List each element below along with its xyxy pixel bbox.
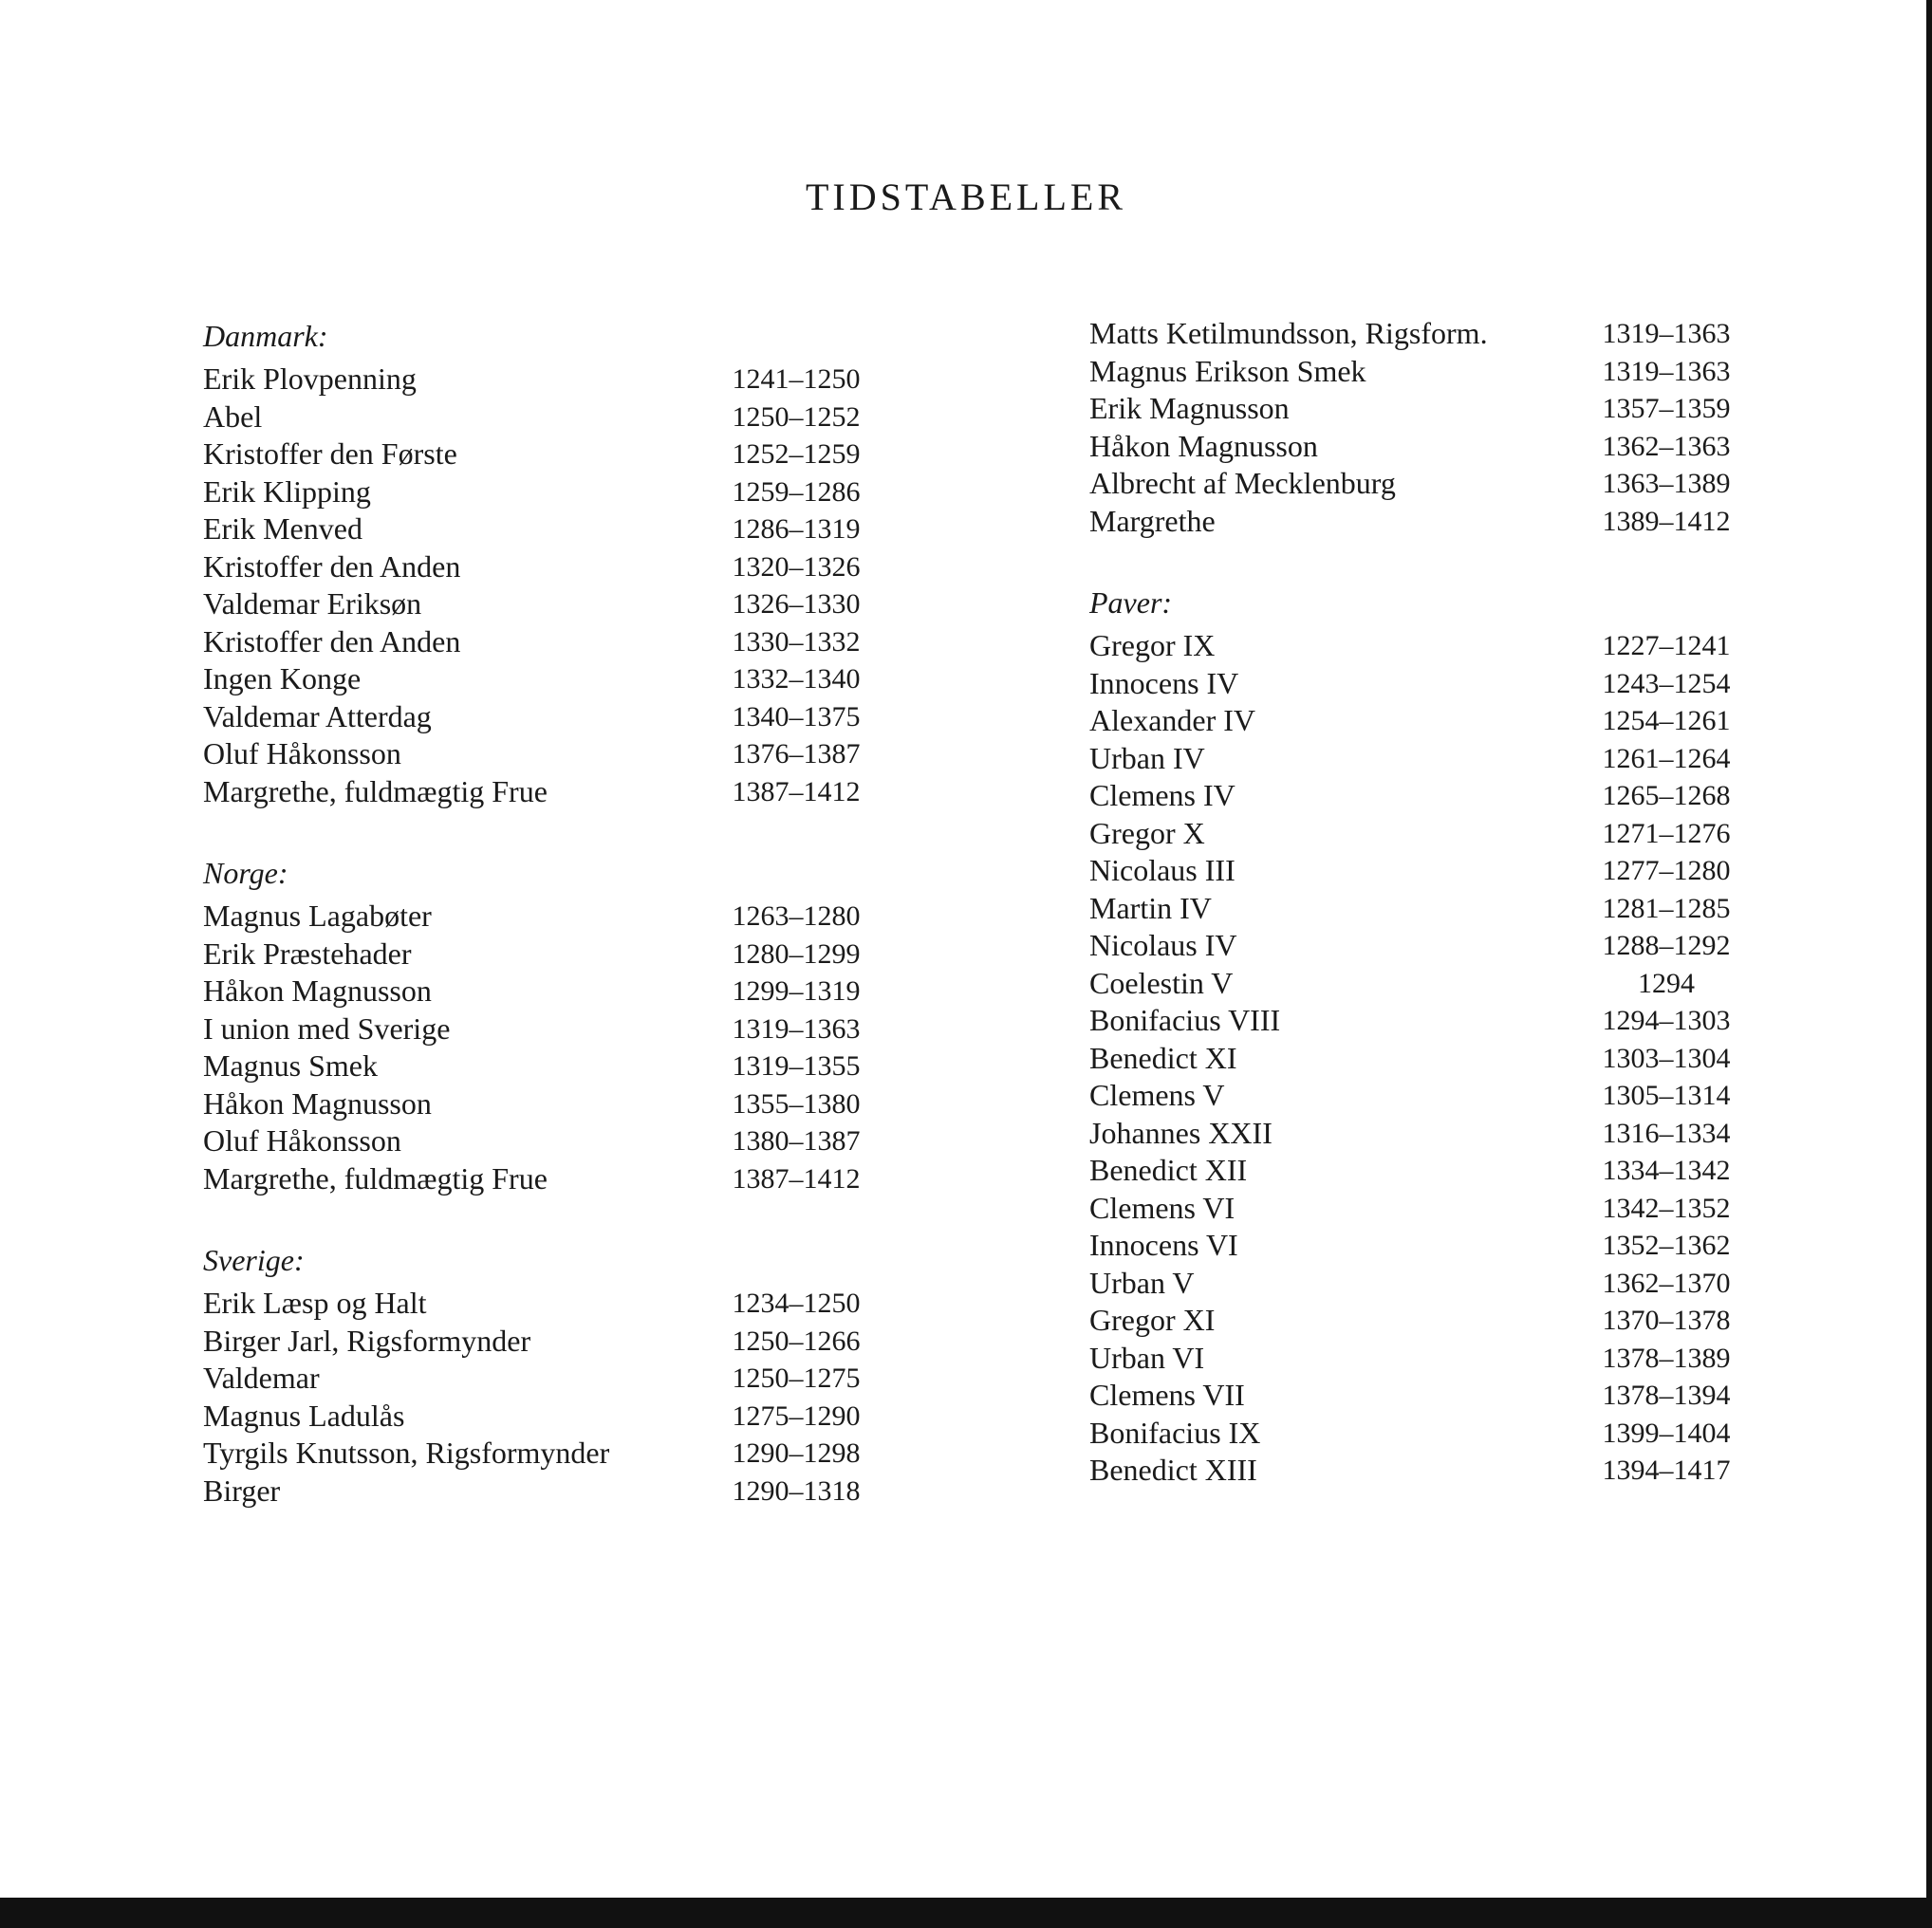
table-row — [1089, 428, 1754, 466]
ruler-name: Johannes XXII — [1089, 1115, 1273, 1150]
reign-years: 1378–1394 — [1602, 1380, 1731, 1411]
reign-years: 1294–1303 — [1602, 1005, 1731, 1036]
table-row — [1089, 315, 1754, 353]
table-row — [203, 1122, 886, 1160]
section-paver — [1089, 582, 1754, 1490]
page-edge-bottom — [0, 1898, 1932, 1928]
ruler-name: Gregor X — [1089, 815, 1205, 850]
reign-years: 1263–1280 — [732, 900, 861, 932]
ruler-name: Bonifacius VIII — [1089, 1003, 1281, 1037]
ruler-name: Clemens V — [1089, 1078, 1225, 1112]
ruler-name: Håkon Magnusson — [203, 973, 432, 1008]
table-row — [1089, 1152, 1754, 1190]
reign-years: 1378–1389 — [1602, 1342, 1731, 1374]
ruler-name: Håkon Magnusson — [203, 1085, 432, 1121]
table-row — [203, 1398, 886, 1436]
reign-years: 1286–1319 — [732, 513, 861, 545]
reign-years: 1357–1359 — [1602, 393, 1731, 424]
table-row — [1089, 777, 1754, 815]
reign-years: 1265–1268 — [1602, 780, 1731, 811]
ruler-name: Oluf Håkonsson — [203, 736, 401, 770]
table-row — [203, 510, 886, 548]
reign-years: 1250–1275 — [732, 1363, 861, 1394]
reign-years: 1271–1276 — [1602, 817, 1731, 849]
table-row — [1089, 1452, 1754, 1490]
ruler-name: Ingen Konge — [203, 661, 362, 695]
ruler-name: Gregor IX — [1089, 628, 1216, 662]
reign-years: 1275–1290 — [732, 1400, 861, 1432]
ruler-name: Urban VI — [1089, 1340, 1205, 1375]
ruler-name: Albrecht af Mecklenburg — [1089, 466, 1396, 500]
table-row — [1089, 1040, 1754, 1078]
page-edge-right — [1926, 0, 1932, 1898]
table-row — [203, 623, 886, 661]
ruler-name: Innocens IV — [1089, 665, 1239, 700]
table-row — [1089, 1077, 1754, 1115]
table-row — [203, 1285, 886, 1323]
reign-years: 1332–1340 — [732, 663, 861, 695]
ruler-name: Håkon Magnusson — [1089, 428, 1318, 463]
table-row — [1089, 1002, 1754, 1040]
table-row — [203, 660, 886, 698]
reign-years: 1288–1292 — [1602, 930, 1731, 961]
ruler-name: Margrethe, fuldmægtig Frue — [203, 1160, 548, 1196]
table-row — [203, 1047, 886, 1085]
reign-years: 1387–1412 — [732, 1162, 861, 1195]
section-heading: Paver: — [1089, 585, 1173, 620]
table-row — [203, 1435, 886, 1473]
reign-years: 1305–1314 — [1602, 1080, 1731, 1111]
ruler-name: Clemens VII — [1089, 1378, 1245, 1412]
reign-years: 1387–1412 — [732, 775, 861, 807]
table-row — [1089, 927, 1754, 965]
ruler-name: Clemens VI — [1089, 1190, 1235, 1225]
section-continued — [1089, 315, 1754, 540]
table-row — [203, 973, 886, 1010]
ruler-name: Tyrgils Knutsson, Rigsformynder — [203, 1436, 610, 1470]
section-norge — [203, 852, 886, 1197]
table-row — [203, 698, 886, 736]
reign-years: 1394–1417 — [1602, 1455, 1731, 1486]
table-row — [203, 473, 886, 511]
reign-years: 1290–1298 — [732, 1437, 861, 1469]
ruler-name: Erik Klipping — [203, 473, 371, 509]
ruler-name: Matts Ketilmundsson, Rigsform. — [1089, 316, 1488, 350]
reign-years: 1241–1250 — [732, 363, 861, 395]
ruler-name: Erik Magnusson — [1089, 391, 1290, 425]
table-row — [203, 1473, 886, 1511]
reign-years: 1389–1412 — [1602, 505, 1731, 537]
reign-years: 1376–1387 — [732, 738, 861, 769]
reign-years: 1250–1266 — [732, 1325, 861, 1357]
reign-years: 1362–1370 — [1602, 1267, 1731, 1299]
reign-years: 1319–1363 — [732, 1012, 861, 1045]
ruler-name: I union med Sverige — [203, 1010, 451, 1046]
reign-years: 1303–1304 — [1602, 1042, 1731, 1074]
reign-years: 1227–1241 — [1602, 630, 1731, 661]
ruler-name: Urban V — [1089, 1265, 1195, 1300]
reign-years: 1362–1363 — [1602, 430, 1731, 462]
ruler-name: Erik Præstehader — [203, 936, 412, 971]
table-row — [203, 898, 886, 936]
table-row — [1089, 702, 1754, 740]
ruler-name: Nicolaus IV — [1089, 928, 1237, 962]
reign-years: 1259–1286 — [732, 475, 861, 508]
reign-years: 1334–1342 — [1602, 1155, 1731, 1186]
ruler-name: Margrethe — [1089, 503, 1216, 538]
reign-years: 1316–1334 — [1602, 1117, 1731, 1149]
table-row — [1089, 503, 1754, 541]
ruler-name: Bonifacius IX — [1089, 1415, 1261, 1450]
table-row — [1089, 965, 1754, 1003]
left-column — [203, 315, 886, 1510]
reign-years: 1254–1261 — [1602, 705, 1731, 736]
reign-years: 1261–1264 — [1602, 742, 1731, 774]
table-row — [203, 1085, 886, 1123]
ruler-name: Kristoffer den Anden — [203, 548, 461, 584]
section-heading: Danmark: — [203, 319, 328, 353]
table-row — [203, 1010, 886, 1048]
reign-years: 1234–1250 — [732, 1288, 861, 1319]
table-row — [203, 548, 886, 586]
ruler-name: Gregor XI — [1089, 1303, 1216, 1337]
reign-years: 1326–1330 — [732, 588, 861, 620]
ruler-name: Abel — [203, 399, 263, 434]
table-row — [1089, 665, 1754, 703]
ruler-name: Kristoffer den Første — [203, 436, 457, 471]
table-row — [1089, 390, 1754, 428]
ruler-name: Birger Jarl, Rigsformynder — [203, 1323, 531, 1358]
ruler-name: Erik Læsp og Halt — [203, 1286, 427, 1320]
ruler-name: Coelestin V — [1089, 965, 1234, 1000]
reign-years: 1355–1380 — [732, 1087, 861, 1120]
ruler-name: Valdemar Eriksøn — [203, 586, 422, 621]
reign-years: 1370–1378 — [1602, 1305, 1731, 1336]
reign-years: 1319–1363 — [1602, 318, 1731, 349]
table-row — [203, 773, 886, 811]
ruler-name: Clemens IV — [1089, 778, 1235, 812]
ruler-name: Oluf Håkonsson — [203, 1123, 401, 1158]
ruler-name: Benedict XI — [1089, 1040, 1237, 1075]
table-row — [203, 1360, 886, 1398]
table-row — [1089, 815, 1754, 853]
table-row — [203, 1323, 886, 1361]
reign-years: 1319–1363 — [1602, 355, 1731, 387]
ruler-name: Magnus Ladulås — [203, 1398, 405, 1433]
table-row — [1089, 1377, 1754, 1415]
section-danmark — [203, 315, 886, 810]
ruler-name: Martin IV — [1089, 890, 1212, 925]
reign-years: 1363–1389 — [1602, 468, 1731, 499]
reign-years: 1280–1299 — [732, 937, 861, 970]
ruler-name: Magnus Erikson Smek — [1089, 353, 1366, 388]
table-row — [1089, 740, 1754, 778]
ruler-name: Valdemar — [203, 1361, 320, 1395]
reign-years: 1330–1332 — [732, 625, 861, 658]
right-column — [1089, 315, 1754, 1490]
reign-years: 1277–1280 — [1602, 855, 1731, 886]
table-row — [1089, 1227, 1754, 1265]
ruler-name: Birger — [203, 1473, 281, 1508]
section-heading: Norge: — [203, 856, 288, 890]
ruler-name: Valdemar Atterdag — [203, 698, 432, 733]
ruler-name: Erik Menved — [203, 511, 362, 546]
table-row — [1089, 1302, 1754, 1340]
table-row — [1089, 1190, 1754, 1228]
reign-years: 1340–1375 — [732, 700, 861, 732]
ruler-name: Kristoffer den Anden — [203, 623, 461, 658]
ruler-name: Benedict XIII — [1089, 1453, 1257, 1487]
table-row — [203, 1160, 886, 1198]
reign-years: 1252–1259 — [732, 438, 861, 470]
table-row — [1089, 890, 1754, 928]
reign-years: 1380–1387 — [732, 1125, 861, 1157]
ruler-name: Magnus Smek — [203, 1048, 378, 1083]
section-heading: Sverige: — [203, 1243, 305, 1277]
table-row — [1089, 1265, 1754, 1303]
table-row — [1089, 1415, 1754, 1453]
reign-years: 1399–1404 — [1602, 1417, 1731, 1449]
ruler-name: Erik Plovpenning — [203, 362, 417, 396]
reign-years: 1281–1285 — [1602, 892, 1731, 924]
table-row — [1089, 1340, 1754, 1378]
table-row — [203, 585, 886, 623]
table-row — [1089, 353, 1754, 391]
reign-years: 1294 — [1638, 967, 1695, 999]
table-row — [1089, 465, 1754, 503]
table-row — [1089, 1115, 1754, 1153]
page-title: TIDSTABELLER — [805, 176, 1127, 218]
table-row — [203, 361, 886, 399]
ruler-name: Benedict XII — [1089, 1153, 1248, 1187]
table-row — [203, 936, 886, 973]
reign-years: 1243–1254 — [1602, 667, 1731, 699]
table-row — [1089, 627, 1754, 665]
ruler-name: Magnus Lagabøter — [203, 899, 432, 933]
table-row — [203, 436, 886, 473]
ruler-name: Innocens VI — [1089, 1228, 1238, 1262]
ruler-name: Margrethe, fuldmægtig Frue — [203, 773, 548, 808]
reign-years: 1320–1326 — [732, 550, 861, 583]
table-row — [203, 735, 886, 773]
reign-years: 1290–1318 — [732, 1474, 861, 1507]
section-sverige — [203, 1239, 886, 1510]
table-row — [1089, 852, 1754, 890]
reign-years: 1352–1362 — [1602, 1230, 1731, 1261]
ruler-name: Urban IV — [1089, 740, 1205, 775]
table-row — [203, 399, 886, 436]
ruler-name: Nicolaus III — [1089, 853, 1235, 887]
reign-years: 1299–1319 — [732, 975, 861, 1007]
reign-years: 1319–1355 — [732, 1050, 861, 1082]
reign-years: 1342–1352 — [1602, 1192, 1731, 1224]
reign-years: 1250–1252 — [732, 400, 861, 433]
ruler-name: Alexander IV — [1089, 703, 1256, 737]
